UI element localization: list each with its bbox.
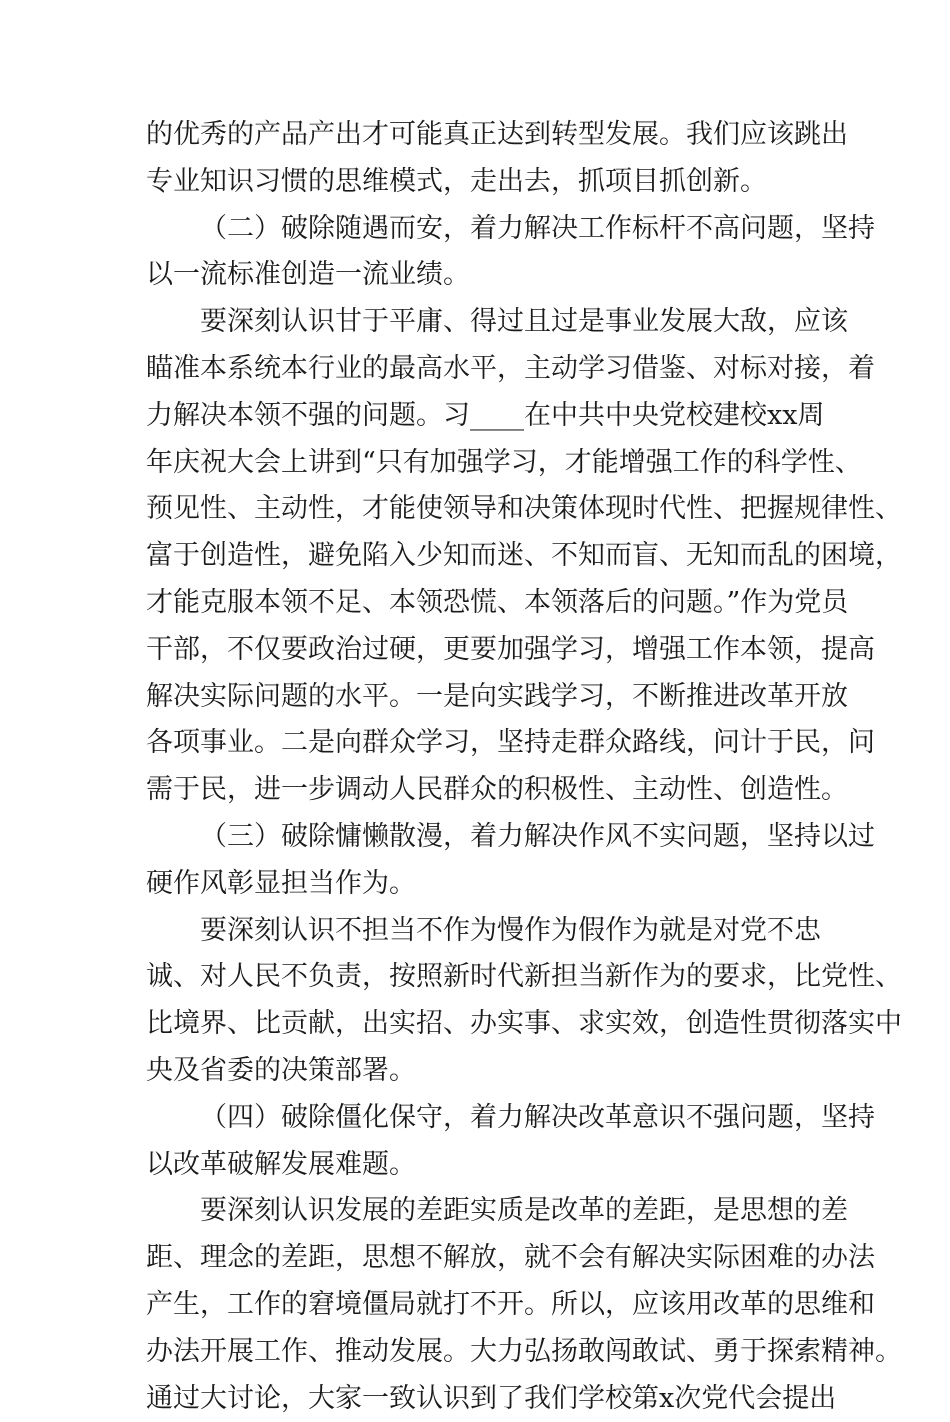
text-line: 比境界、比贡献，出实招、办实事、求实效，创造性贯彻落实中: [146, 1008, 902, 1040]
text-line: 瞄准本系统本行业的最高水平，主动学习借鉴、对标对接，着: [146, 352, 875, 384]
text-line: 各项事业。二是向群众学习，坚持走群众路线，问计于民，问: [146, 727, 875, 759]
text-line: 产生，工作的窘境僵局就打不开。所以，应该用改革的思维和: [146, 1288, 875, 1320]
text-line: 距、理念的差距，思想不解放，就不会有解决实际困难的办法: [146, 1242, 875, 1274]
text-line: 预见性、主动性，才能使领导和决策体现时代性、把握规律性、: [146, 493, 902, 525]
text-line: 办法开展工作、推动发展。大力弘扬敢闯敢试、勇于探索精神。: [146, 1335, 902, 1367]
section-heading-line: （二）破除随遇而安，着力解决工作标杆不高问题，坚持: [200, 212, 875, 244]
text-line: 干部，不仅要政治过硬，更要加强学习，增强工作本领，提高: [146, 633, 875, 665]
section-heading-line: 硬作风彰显担当作为。: [146, 867, 416, 899]
document-body: [146, 112, 902, 1422]
text-line: 通过大讨论，大家一致认识到了我们学校第x次党代会提出: [146, 1382, 837, 1414]
text-line: 解决实际问题的水平。一是向实践学习，不断推进改革开放: [146, 680, 848, 712]
text-line: 要深刻认识不担当不作为慢作为假作为就是对党不忠: [200, 914, 821, 946]
section-heading-line: （四）破除僵化保守，着力解决改革意识不强问题，坚持: [200, 1101, 875, 1133]
text-line: 的优秀的产品产出才可能真正达到转型发展。我们应该跳出: [146, 119, 848, 150]
text-line: 富于创造性，避免陷入少知而迷、不知而盲、无知而乱的困境，: [146, 540, 902, 572]
section-heading-line: （三）破除慵懒散漫，着力解决作风不实问题，坚持以过: [200, 820, 875, 852]
section-heading-line: 以改革破解发展难题。: [146, 1148, 416, 1180]
text-line: 央及省委的决策部署。: [146, 1054, 416, 1086]
text-line: 要深刻认识发展的差距实质是改革的差距，是思想的差: [200, 1195, 848, 1227]
text-line: 年庆祝大会上讲到“只有加强学习，才能增强工作的科学性、: [146, 446, 862, 478]
section-heading-line: 以一流标准创造一流业绩。: [146, 259, 470, 291]
text-line: 诚、对人民不负责，按照新时代新担当新作为的要求，比党性、: [146, 961, 902, 993]
text-line: 力解决本领不强的问题。习____在中共中央党校建校xx周: [146, 399, 825, 431]
text-line: 要深刻认识甘于平庸、得过且过是事业发展大敌，应该: [200, 306, 848, 338]
text-line: 才能克服本领不足、本领恐慌、本领落后的问题。”作为党员: [146, 586, 849, 618]
text-line: 需于民，进一步调动人民群众的积极性、主动性、创造性。: [146, 774, 848, 806]
text-line: 专业知识习惯的思维模式，走出去，抓项目抓创新。: [146, 165, 767, 197]
